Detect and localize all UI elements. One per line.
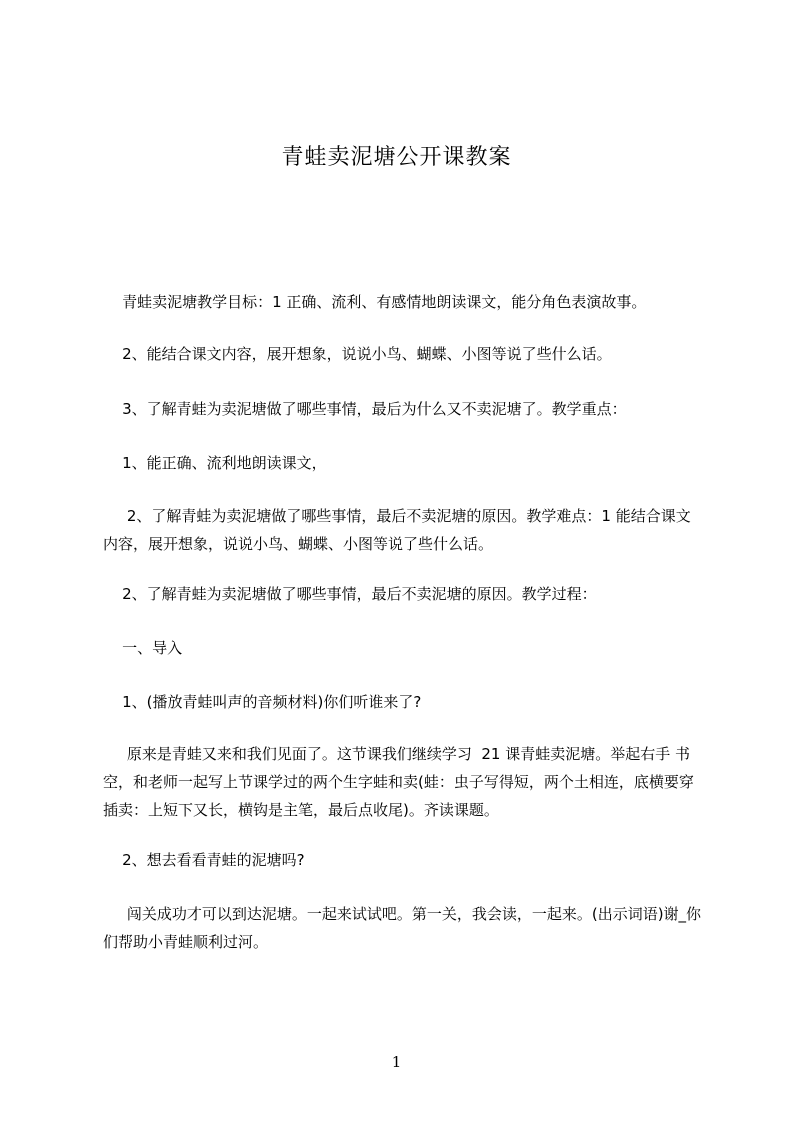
paragraph-objectives: 青蛙卖泥塘教学目标：1 正确、流利、有感情地朗读课文，能分角色表演故事。 — [103, 293, 647, 311]
paragraph-key-point-1: 1、能正确、流利地朗读课文， — [103, 454, 327, 472]
paragraph-difficulty-2: 2、了解青蛙为卖泥塘做了哪些事情，最后不卖泥塘的原因。教学过程： — [103, 585, 597, 603]
paragraph-objective-3: 3、了解青蛙为卖泥塘做了哪些事情，最后为什么又不卖泥塘了。教学重点： — [103, 400, 627, 418]
paragraph-step-1: 1、(播放青蛙叫声的音频材料)你们听谁来了? — [103, 693, 422, 711]
paragraph-key-point-2: 2、了解青蛙为卖泥塘做了哪些事情，最后不卖泥塘的原因。教学难点：1 能结合课文内容，展开想象，说说小鸟、蝴蝶、小图等说了些什么话。 — [103, 507, 691, 553]
page-number: 1 — [391, 1053, 402, 1071]
paragraph-objective-2: 2、能结合课文内容，展开想象，说说小鸟、蝴蝶、小图等说了些什么话。 — [103, 345, 612, 363]
paragraph-level-1: 闯关成功才可以到达泥塘。一起来试试吧。第一关，我会读，一起来。(出示词语)谢_你们帮助小青蛙顺利过河。 — [103, 905, 702, 951]
section-heading-intro: 一、导入 — [103, 639, 183, 657]
paragraph-step-2: 2、想去看看青蛙的泥塘吗? — [103, 851, 305, 869]
document-title: 青蛙卖泥塘公开课教案 — [281, 145, 512, 170]
paragraph-review: 原来是青蛙又来和我们见面了。这节课我们继续学习 21 课青蛙卖泥塘。举起右手 书空，和老师一起写上节课学过的两个生字蛙和卖(蛙：虫子写得短，两个土相连，底横要穿插卖：上短下又长，横钩是主笔，最后点收尾)。齐读课题。 — [103, 745, 694, 819]
